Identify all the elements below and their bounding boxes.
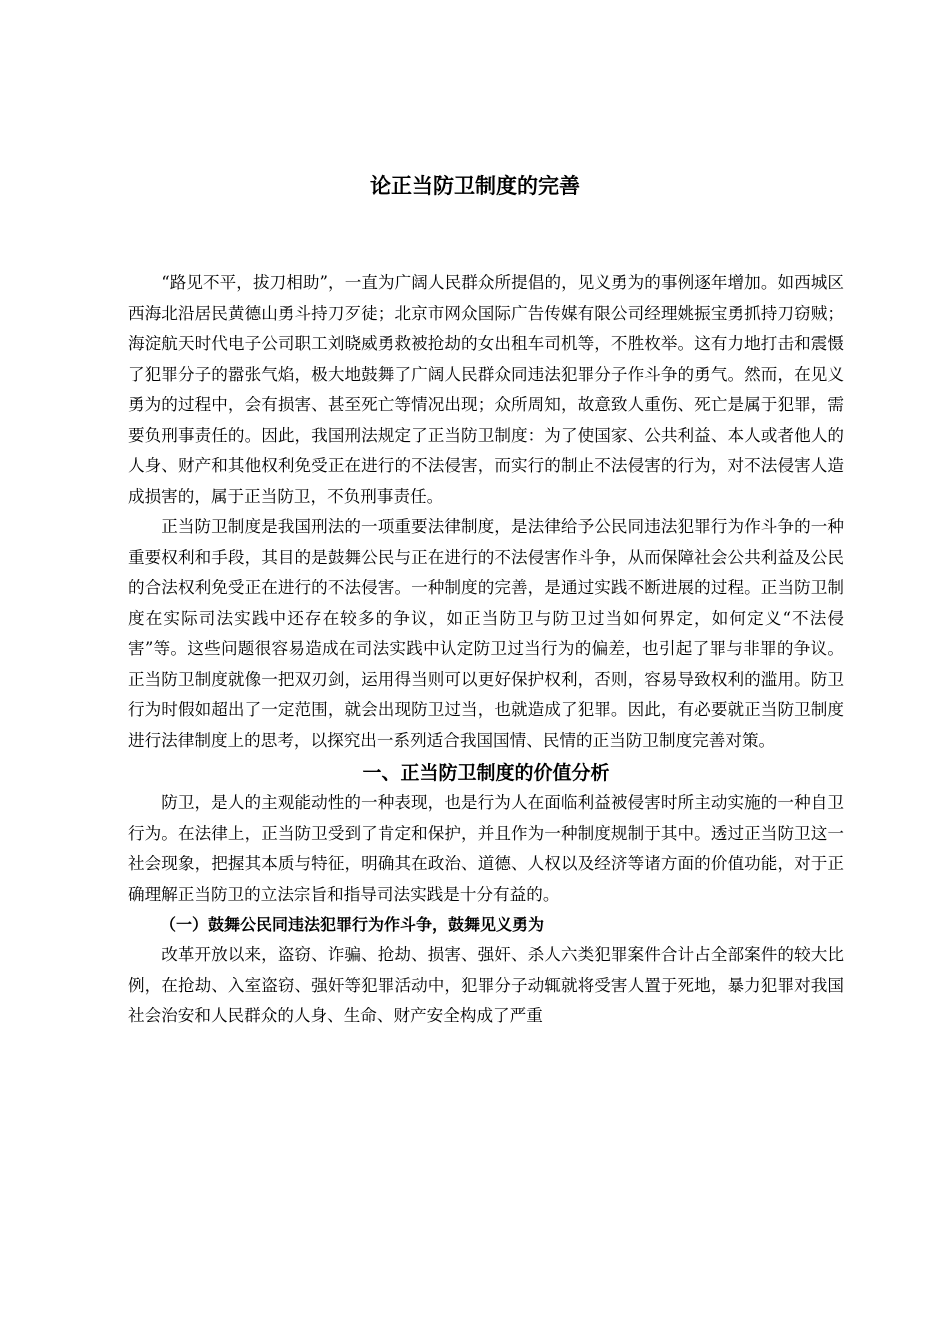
- subsection-heading-encourage-citizens: （一）鼓舞公民同违法犯罪行为作斗争，鼓舞见义勇为: [160, 915, 545, 934]
- section-heading-value-analysis: 一、正当防卫制度的价值分析: [362, 762, 610, 784]
- subsection-paragraph-encourage-citizens: 改革开放以来，盗窃、诈骗、抢劫、损害、强奸、杀人六类犯罪案件合计占全部案件的较大比例，在抢劫、入室盗窃、强奸等犯罪活动中，犯罪分子动辄就将受害人置于死地，暴力犯罪对我国社会治安和人民群众的人身、生命、财产安全构成了严重: [128, 945, 844, 1025]
- section-paragraph-value-analysis: 防卫，是人的主观能动性的一种表现，也是行为人在面临利益被侵害时所主动实施的一种自卫行为。在法律上，正当防卫受到了肯定和保护，并且作为一种制度规制于其中。透过正当防卫这一社会现象，把握其本质与特征，明确其在政治、道德、人权以及经济等诸方面的价值功能，对于正确理解正当防卫的立法宗旨和指导司法实践是十分有益的。: [128, 793, 844, 904]
- intro-paragraph-1: “路见不平，拔刀相助”，一直为广阔人民群众所提倡的，见义勇为的事例逐年增加。如西城区西海北沿居民黄德山勇斗持刀歹徒；北京市网众国际广告传媒有限公司经理姚振宝勇抓持刀窃贼；海淀航天时代电子公司职工刘晓威勇救被抢劫的女出租车司机等，不胜枚举。这有力地打击和震慑了犯罪分子的嚣张气焰，极大地鼓舞了广阔人民群众同违法犯罪分子作斗争的勇气。然而，在见义勇为的过程中，会有损害、甚至死亡等情况出现；众所周知，故意致人重伤、死亡是属于犯罪，需要负刑事责任的。因此，我国刑法规定了正当防卫制度：为了使国家、公共利益、本人或者他人的人身、财产和其他权利免受正在进行的不法侵害，而实行的制止不法侵害的行为，对不法侵害人造成损害的，属于正当防卫，不负刑事责任。: [128, 273, 844, 506]
- document-body: [128, 268, 844, 1032]
- intro-paragraph-2: 正当防卫制度是我国刑法的一项重要法律制度，是法律给予公民同违法犯罪行为作斗争的一种重要权利和手段，其目的是鼓舞公民与正在进行的不法侵害作斗争，从而保障社会公共利益及公民的合法权利免受正在进行的不法侵害。一种制度的完善，是通过实践不断进展的过程。正当防卫制度在实际司法实践中还存在较多的争议，如正当防卫与防卫过当如何界定，如何定义“不法侵害”等。这些问题很容易造成在司法实践中认定防卫过当行为的偏差，也引起了罪与非罪的争议。正当防卫制度就像一把双刃剑，运用得当则可以更好保护权利，否则，容易导致权利的滥用。防卫行为时假如超出了一定范围，就会出现防卫过当，也就造成了犯罪。因此，有必要就正当防卫制度进行法律制度上的思考，以探究出一系列适合我国国情、民情的正当防卫制度完善对策。: [128, 517, 844, 750]
- page-title: 论正当防卫制度的完善: [370, 174, 580, 198]
